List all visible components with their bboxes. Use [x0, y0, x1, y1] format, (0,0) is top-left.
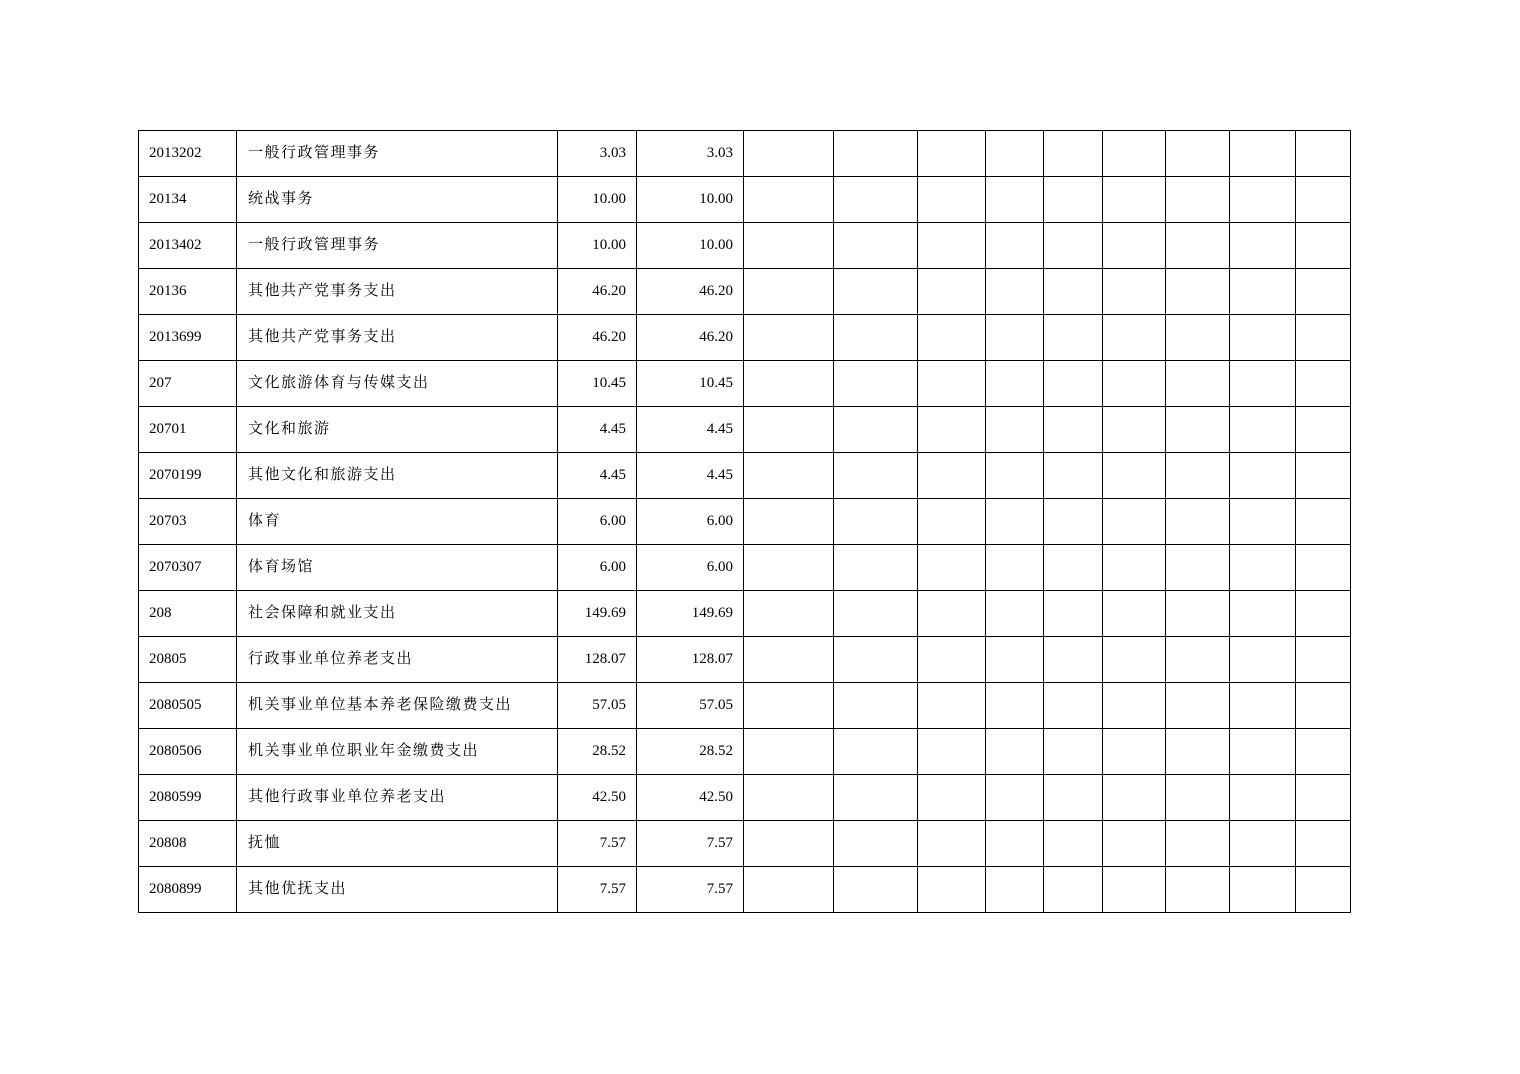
- total-amount-cell: 7.57: [558, 867, 637, 913]
- empty-cell: [918, 131, 986, 177]
- subject-code-cell: 2013202: [139, 131, 237, 177]
- subject-code-cell: 2080505: [139, 683, 237, 729]
- table-row: [139, 775, 1351, 821]
- empty-cell: [834, 637, 918, 683]
- empty-cell: [834, 545, 918, 591]
- empty-cell: [744, 407, 834, 453]
- table-row: [139, 131, 1351, 177]
- subject-code-cell: 207: [139, 361, 237, 407]
- empty-cell: [834, 131, 918, 177]
- basic-expenditure-cell: 28.52: [637, 729, 744, 775]
- total-amount-cell: 57.05: [558, 683, 637, 729]
- subject-code-cell: 20701: [139, 407, 237, 453]
- subject-name-cell: 统战事务: [237, 177, 558, 223]
- empty-cell: [986, 499, 1044, 545]
- subject-name-cell: 一般行政管理事务: [237, 131, 558, 177]
- empty-cell: [744, 131, 834, 177]
- total-amount-cell: 42.50: [558, 775, 637, 821]
- total-amount-cell: 128.07: [558, 637, 637, 683]
- empty-cell: [1166, 315, 1230, 361]
- empty-cell: [834, 775, 918, 821]
- empty-cell: [744, 821, 834, 867]
- empty-cell: [1230, 177, 1296, 223]
- table-row: [139, 269, 1351, 315]
- subject-name-cell: 行政事业单位养老支出: [237, 637, 558, 683]
- empty-cell: [744, 499, 834, 545]
- empty-cell: [1230, 683, 1296, 729]
- basic-expenditure-cell: 4.45: [637, 407, 744, 453]
- empty-cell: [1166, 499, 1230, 545]
- empty-cell: [1103, 177, 1166, 223]
- empty-cell: [986, 223, 1044, 269]
- empty-cell: [1296, 269, 1351, 315]
- subject-name-cell: 文化旅游体育与传媒支出: [237, 361, 558, 407]
- total-amount-cell: 46.20: [558, 315, 637, 361]
- empty-cell: [744, 637, 834, 683]
- empty-cell: [1044, 131, 1103, 177]
- empty-cell: [918, 499, 986, 545]
- empty-cell: [1296, 223, 1351, 269]
- empty-cell: [1230, 131, 1296, 177]
- table-row: [139, 683, 1351, 729]
- empty-cell: [1103, 407, 1166, 453]
- empty-cell: [986, 683, 1044, 729]
- empty-cell: [918, 223, 986, 269]
- empty-cell: [834, 453, 918, 499]
- empty-cell: [1044, 361, 1103, 407]
- empty-cell: [1166, 407, 1230, 453]
- empty-cell: [1166, 453, 1230, 499]
- table-row: [139, 361, 1351, 407]
- empty-cell: [986, 729, 1044, 775]
- empty-cell: [1103, 591, 1166, 637]
- empty-cell: [1230, 637, 1296, 683]
- empty-cell: [1166, 775, 1230, 821]
- basic-expenditure-cell: 10.00: [637, 223, 744, 269]
- empty-cell: [1296, 407, 1351, 453]
- table-row: [139, 545, 1351, 591]
- empty-cell: [918, 821, 986, 867]
- subject-name-cell: 其他文化和旅游支出: [237, 453, 558, 499]
- subject-code-cell: 2080506: [139, 729, 237, 775]
- empty-cell: [1296, 683, 1351, 729]
- table-row: [139, 453, 1351, 499]
- empty-cell: [1044, 683, 1103, 729]
- empty-cell: [986, 821, 1044, 867]
- empty-cell: [1103, 131, 1166, 177]
- total-amount-cell: 46.20: [558, 269, 637, 315]
- empty-cell: [1103, 453, 1166, 499]
- empty-cell: [1166, 729, 1230, 775]
- table-row: [139, 637, 1351, 683]
- empty-cell: [918, 269, 986, 315]
- basic-expenditure-cell: 42.50: [637, 775, 744, 821]
- empty-cell: [1230, 269, 1296, 315]
- empty-cell: [1230, 223, 1296, 269]
- table-row: [139, 499, 1351, 545]
- empty-cell: [1044, 315, 1103, 361]
- table-body: [139, 131, 1351, 913]
- empty-cell: [1044, 637, 1103, 683]
- empty-cell: [986, 361, 1044, 407]
- empty-cell: [834, 269, 918, 315]
- total-amount-cell: 10.00: [558, 177, 637, 223]
- total-amount-cell: 10.45: [558, 361, 637, 407]
- empty-cell: [1230, 361, 1296, 407]
- empty-cell: [744, 545, 834, 591]
- basic-expenditure-cell: 46.20: [637, 315, 744, 361]
- empty-cell: [986, 131, 1044, 177]
- subject-name-cell: 体育场馆: [237, 545, 558, 591]
- empty-cell: [1166, 683, 1230, 729]
- subject-code-cell: 20805: [139, 637, 237, 683]
- empty-cell: [1103, 867, 1166, 913]
- subject-name-cell: 文化和旅游: [237, 407, 558, 453]
- empty-cell: [918, 775, 986, 821]
- subject-code-cell: 20134: [139, 177, 237, 223]
- empty-cell: [1166, 177, 1230, 223]
- basic-expenditure-cell: 46.20: [637, 269, 744, 315]
- empty-cell: [1166, 591, 1230, 637]
- empty-cell: [834, 591, 918, 637]
- empty-cell: [1230, 407, 1296, 453]
- empty-cell: [1103, 499, 1166, 545]
- empty-cell: [744, 683, 834, 729]
- empty-cell: [1166, 821, 1230, 867]
- basic-expenditure-cell: 3.03: [637, 131, 744, 177]
- basic-expenditure-cell: 10.00: [637, 177, 744, 223]
- empty-cell: [1103, 545, 1166, 591]
- empty-cell: [1103, 361, 1166, 407]
- empty-cell: [744, 591, 834, 637]
- empty-cell: [918, 453, 986, 499]
- total-amount-cell: 10.00: [558, 223, 637, 269]
- total-amount-cell: 6.00: [558, 499, 637, 545]
- table-row: [139, 867, 1351, 913]
- subject-code-cell: 20136: [139, 269, 237, 315]
- subject-name-cell: 抚恤: [237, 821, 558, 867]
- subject-name-cell: 其他优抚支出: [237, 867, 558, 913]
- empty-cell: [1103, 223, 1166, 269]
- empty-cell: [986, 407, 1044, 453]
- empty-cell: [744, 269, 834, 315]
- subject-name-cell: 机关事业单位基本养老保险缴费支出: [237, 683, 558, 729]
- empty-cell: [918, 867, 986, 913]
- empty-cell: [744, 729, 834, 775]
- empty-cell: [986, 591, 1044, 637]
- empty-cell: [1230, 821, 1296, 867]
- empty-cell: [1166, 269, 1230, 315]
- empty-cell: [834, 499, 918, 545]
- empty-cell: [1230, 729, 1296, 775]
- empty-cell: [1230, 867, 1296, 913]
- empty-cell: [834, 867, 918, 913]
- empty-cell: [834, 729, 918, 775]
- table-row: [139, 223, 1351, 269]
- empty-cell: [1166, 545, 1230, 591]
- empty-cell: [1296, 821, 1351, 867]
- empty-cell: [1166, 131, 1230, 177]
- empty-cell: [1230, 591, 1296, 637]
- total-amount-cell: 6.00: [558, 545, 637, 591]
- subject-name-cell: 其他共产党事务支出: [237, 269, 558, 315]
- table-row: [139, 315, 1351, 361]
- table-row: [139, 177, 1351, 223]
- subject-code-cell: 2080899: [139, 867, 237, 913]
- empty-cell: [1166, 361, 1230, 407]
- empty-cell: [1103, 821, 1166, 867]
- empty-cell: [1044, 499, 1103, 545]
- empty-cell: [1166, 637, 1230, 683]
- empty-cell: [1230, 499, 1296, 545]
- subject-code-cell: 2070307: [139, 545, 237, 591]
- basic-expenditure-cell: 4.45: [637, 453, 744, 499]
- empty-cell: [986, 177, 1044, 223]
- empty-cell: [1296, 131, 1351, 177]
- budget-table: [138, 130, 1351, 913]
- total-amount-cell: 28.52: [558, 729, 637, 775]
- empty-cell: [1103, 637, 1166, 683]
- empty-cell: [986, 775, 1044, 821]
- table-row: [139, 407, 1351, 453]
- basic-expenditure-cell: 149.69: [637, 591, 744, 637]
- empty-cell: [918, 407, 986, 453]
- empty-cell: [1296, 729, 1351, 775]
- empty-cell: [918, 361, 986, 407]
- subject-code-cell: 20703: [139, 499, 237, 545]
- empty-cell: [918, 729, 986, 775]
- empty-cell: [1230, 453, 1296, 499]
- empty-cell: [1230, 545, 1296, 591]
- empty-cell: [1044, 775, 1103, 821]
- empty-cell: [834, 407, 918, 453]
- empty-cell: [1296, 867, 1351, 913]
- empty-cell: [744, 223, 834, 269]
- empty-cell: [834, 177, 918, 223]
- empty-cell: [1103, 775, 1166, 821]
- empty-cell: [834, 361, 918, 407]
- empty-cell: [986, 867, 1044, 913]
- empty-cell: [744, 867, 834, 913]
- subject-name-cell: 其他共产党事务支出: [237, 315, 558, 361]
- empty-cell: [986, 453, 1044, 499]
- subject-code-cell: 2013699: [139, 315, 237, 361]
- empty-cell: [918, 637, 986, 683]
- empty-cell: [744, 315, 834, 361]
- empty-cell: [834, 821, 918, 867]
- basic-expenditure-cell: 10.45: [637, 361, 744, 407]
- subject-code-cell: 2080599: [139, 775, 237, 821]
- subject-name-cell: 体育: [237, 499, 558, 545]
- table-row: [139, 591, 1351, 637]
- empty-cell: [1296, 591, 1351, 637]
- empty-cell: [918, 545, 986, 591]
- empty-cell: [1296, 453, 1351, 499]
- empty-cell: [918, 177, 986, 223]
- empty-cell: [1103, 683, 1166, 729]
- empty-cell: [1044, 177, 1103, 223]
- basic-expenditure-cell: 6.00: [637, 545, 744, 591]
- empty-cell: [986, 315, 1044, 361]
- empty-cell: [986, 269, 1044, 315]
- total-amount-cell: 149.69: [558, 591, 637, 637]
- empty-cell: [918, 315, 986, 361]
- empty-cell: [1044, 223, 1103, 269]
- empty-cell: [918, 683, 986, 729]
- empty-cell: [1044, 729, 1103, 775]
- empty-cell: [744, 361, 834, 407]
- empty-cell: [1230, 315, 1296, 361]
- basic-expenditure-cell: 128.07: [637, 637, 744, 683]
- empty-cell: [1044, 269, 1103, 315]
- empty-cell: [1296, 361, 1351, 407]
- subject-code-cell: 20808: [139, 821, 237, 867]
- basic-expenditure-cell: 7.57: [637, 821, 744, 867]
- empty-cell: [1044, 821, 1103, 867]
- total-amount-cell: 4.45: [558, 453, 637, 499]
- total-amount-cell: 7.57: [558, 821, 637, 867]
- empty-cell: [1296, 637, 1351, 683]
- total-amount-cell: 4.45: [558, 407, 637, 453]
- subject-code-cell: 208: [139, 591, 237, 637]
- empty-cell: [1296, 775, 1351, 821]
- empty-cell: [918, 591, 986, 637]
- empty-cell: [1103, 729, 1166, 775]
- empty-cell: [1166, 223, 1230, 269]
- empty-cell: [834, 223, 918, 269]
- empty-cell: [986, 637, 1044, 683]
- table-row: [139, 729, 1351, 775]
- empty-cell: [1044, 453, 1103, 499]
- empty-cell: [1230, 775, 1296, 821]
- empty-cell: [744, 177, 834, 223]
- subject-name-cell: 机关事业单位职业年金缴费支出: [237, 729, 558, 775]
- empty-cell: [1044, 545, 1103, 591]
- basic-expenditure-cell: 57.05: [637, 683, 744, 729]
- empty-cell: [1296, 545, 1351, 591]
- subject-code-cell: 2070199: [139, 453, 237, 499]
- basic-expenditure-cell: 6.00: [637, 499, 744, 545]
- empty-cell: [744, 453, 834, 499]
- empty-cell: [1296, 315, 1351, 361]
- basic-expenditure-cell: 7.57: [637, 867, 744, 913]
- empty-cell: [1296, 499, 1351, 545]
- subject-name-cell: 一般行政管理事务: [237, 223, 558, 269]
- empty-cell: [1103, 269, 1166, 315]
- empty-cell: [1044, 591, 1103, 637]
- empty-cell: [744, 775, 834, 821]
- empty-cell: [986, 545, 1044, 591]
- total-amount-cell: 3.03: [558, 131, 637, 177]
- empty-cell: [834, 683, 918, 729]
- table-row: [139, 821, 1351, 867]
- empty-cell: [834, 315, 918, 361]
- subject-name-cell: 社会保障和就业支出: [237, 591, 558, 637]
- empty-cell: [1103, 315, 1166, 361]
- empty-cell: [1166, 867, 1230, 913]
- subject-code-cell: 2013402: [139, 223, 237, 269]
- empty-cell: [1044, 867, 1103, 913]
- empty-cell: [1044, 407, 1103, 453]
- subject-name-cell: 其他行政事业单位养老支出: [237, 775, 558, 821]
- empty-cell: [1296, 177, 1351, 223]
